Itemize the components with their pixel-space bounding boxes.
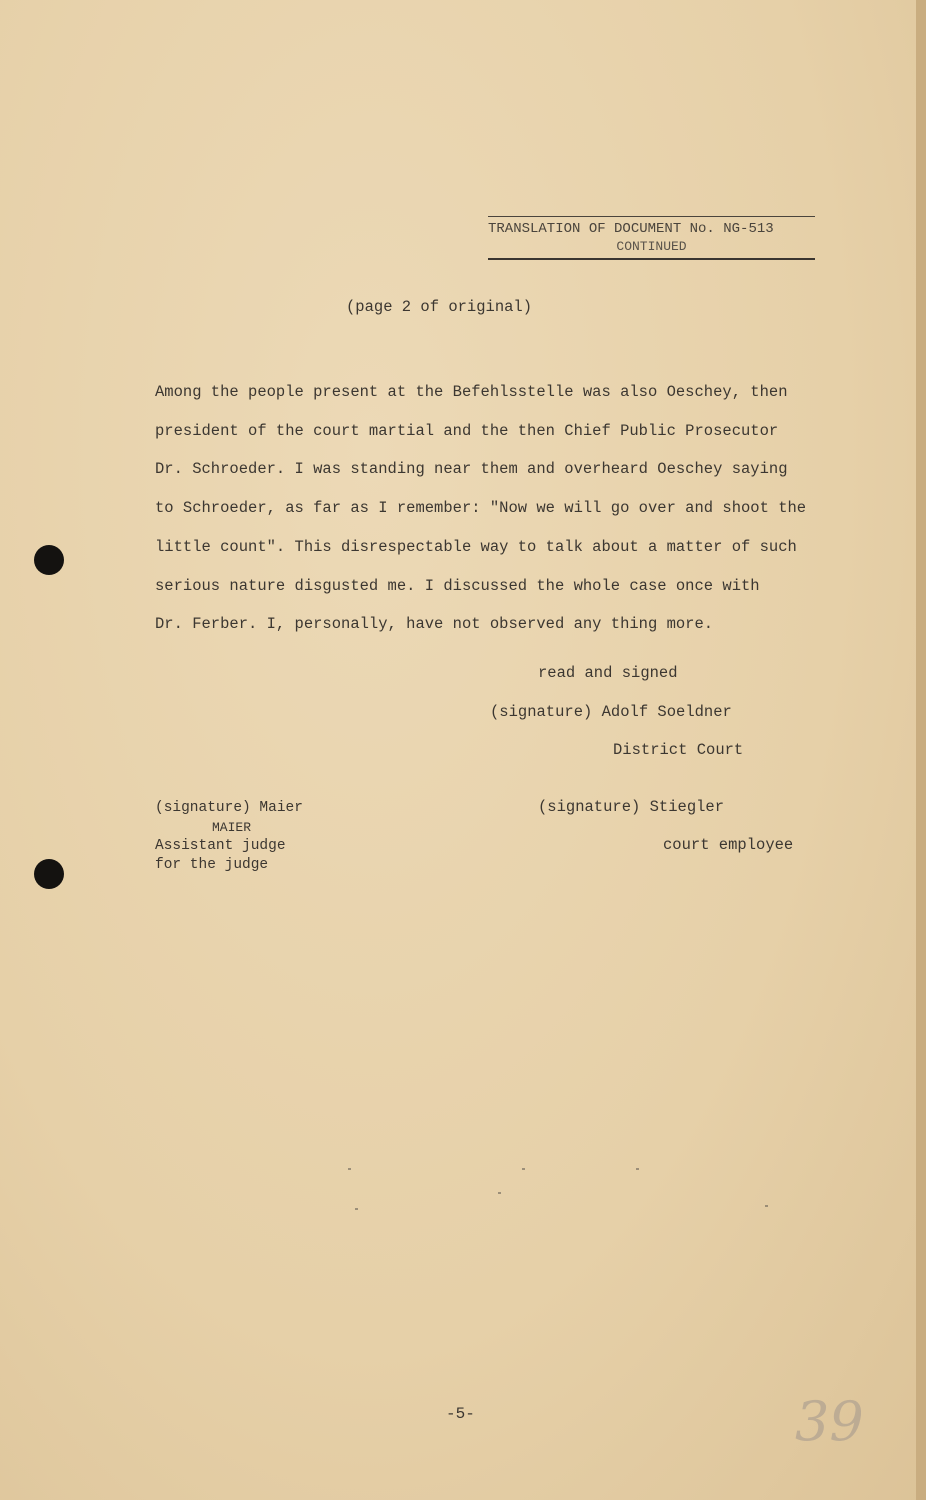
ink-speck [636,1168,639,1170]
soeldner-signature: (signature) Adolf Soeldner [490,703,732,721]
page-note: (page 2 of original) [346,298,533,316]
body-line: Dr. Ferber. I, personally, have not observed any thing more. [155,615,714,634]
body-line: president of the court martial and the then Chief Public Prosecutor [155,421,779,440]
body-line: Dr. Schroeder. I was standing near them and overheard Oeschey saying [155,460,788,479]
ink-speck [355,1208,358,1210]
punch-hole-top [34,545,64,575]
header-bottom-rule [488,258,815,260]
body-line: serious nature disgusted me. I discussed the whole case once with [155,576,760,595]
maier-title: Assistant judge [155,838,286,854]
stiegler-title: court employee [663,836,794,854]
body-paragraph [155,373,835,644]
read-and-signed: read and signed [538,664,678,682]
body-line: to Schroeder, as far as I remember: "Now we will go over and shoot the [155,499,807,518]
header-continued: CONTINUED [616,239,687,254]
body-line: little count". This disrespectable way to talk about a matter of such [155,537,797,556]
body-line: Among the people present at the Befehlsstelle was also Oeschey, then [155,383,788,401]
soeldner-title: District Court [613,741,744,759]
ink-speck [498,1192,501,1194]
header-top-rule [488,216,815,217]
maier-signature: (signature) Maier [155,800,303,816]
page-number: -5- [446,1405,475,1423]
header-title: TRANSLATION OF DOCUMENT No. NG-513 [488,221,774,237]
punch-hole-bottom [34,859,64,889]
maier-role: for the judge [155,857,269,873]
ink-speck [765,1205,768,1207]
ink-speck [522,1168,525,1170]
ink-speck [348,1168,351,1170]
maier-signature-block [155,799,303,875]
document-header [488,216,815,260]
maier-name: MAIER [212,820,252,835]
stiegler-signature: (signature) Stiegler [538,798,725,816]
pencil-page-mark: 39 [795,1390,864,1453]
paper-edge [916,0,926,1500]
